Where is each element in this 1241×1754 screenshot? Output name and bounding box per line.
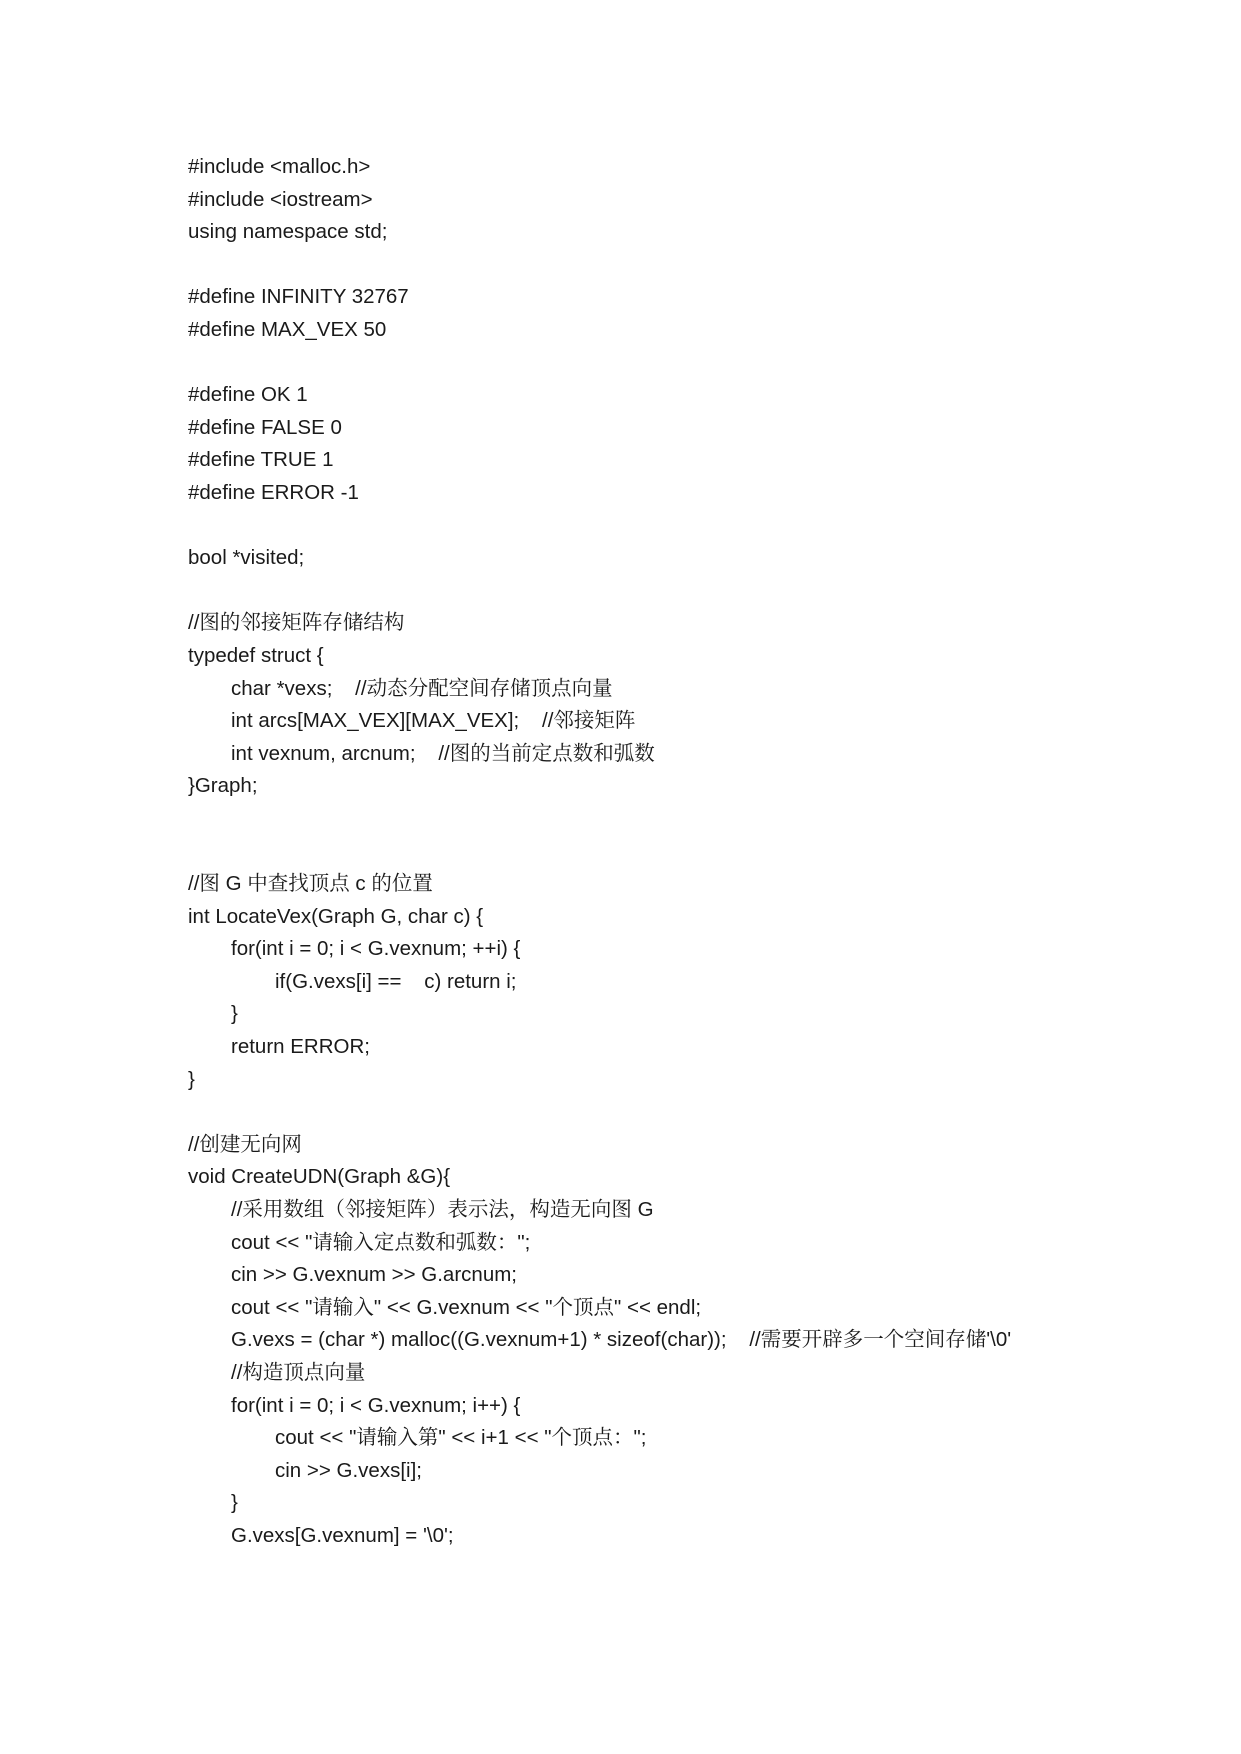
code-line: int LocateVex(Graph G, char c) { <box>188 904 484 928</box>
code-line: #include <iostream> <box>188 187 373 211</box>
code-block <box>188 151 1188 1553</box>
code-line: //采用数组（邻接矩阵）表示法，构造无向图 G <box>231 1198 654 1221</box>
code-line: G.vexs = (char *) malloc((G.vexnum+1) * sizeof(char)); //需要开辟多一个空间存储'\0' <box>231 1328 1012 1352</box>
blank-line <box>188 510 1188 543</box>
code-line: return ERROR; <box>231 1035 370 1059</box>
code-line: char *vexs; //动态分配空间存储顶点向量 <box>231 676 613 700</box>
blank-line <box>188 835 1188 868</box>
code-line: //构造顶点向量 <box>231 1360 366 1384</box>
code-line: cin >> G.vexnum >> G.arcnum; <box>231 1263 517 1287</box>
blank-line <box>188 1096 1188 1129</box>
code-line: } <box>231 1002 238 1026</box>
code-line: } <box>231 1491 238 1515</box>
code-line: }Graph; <box>188 774 258 798</box>
code-line: //创建无向网 <box>188 1132 302 1156</box>
code-line: for(int i = 0; i < G.vexnum; i++) { <box>231 1393 521 1417</box>
code-line: if(G.vexs[i] == c) return i; <box>275 969 517 993</box>
code-line: G.vexs[G.vexnum] = '\0'; <box>231 1523 454 1547</box>
code-line: #define OK 1 <box>188 383 308 407</box>
code-line: int arcs[MAX_VEX][MAX_VEX]; //邻接矩阵 <box>231 709 636 733</box>
code-line: #define FALSE 0 <box>188 415 342 439</box>
code-line: int vexnum, arcnum; //图的当前定点数和弧数 <box>231 741 655 765</box>
code-line: using namespace std; <box>188 220 388 244</box>
code-line: #define ERROR -1 <box>188 480 359 504</box>
code-line: void CreateUDN(Graph &G){ <box>188 1165 451 1189</box>
blank-line <box>188 249 1188 282</box>
code-line: #define TRUE 1 <box>188 448 334 472</box>
code-line: typedef struct { <box>188 643 324 667</box>
blank-line <box>188 575 1188 608</box>
code-line: cout << "请输入定点数和弧数："; <box>231 1230 531 1254</box>
code-line: //图的邻接矩阵存储结构 <box>188 611 405 635</box>
code-line: cout << "请输入第" << i+1 << "个顶点："; <box>275 1426 647 1450</box>
code-line: #define MAX_VEX 50 <box>188 317 387 341</box>
code-line: #include <malloc.h> <box>188 155 371 178</box>
blank-line <box>188 803 1188 836</box>
code-line: bool *visited; <box>188 546 305 570</box>
code-line: cin >> G.vexs[i]; <box>275 1458 422 1482</box>
code-line: } <box>188 1067 195 1091</box>
code-line: #define INFINITY 32767 <box>188 285 409 309</box>
code-line: for(int i = 0; i < G.vexnum; ++i) { <box>231 937 521 961</box>
blank-line <box>188 347 1188 380</box>
code-line: cout << "请输入" << G.vexnum << "个顶点" << endl; <box>231 1295 702 1319</box>
code-line: //图 G 中查找顶点 c 的位置 <box>188 872 433 896</box>
